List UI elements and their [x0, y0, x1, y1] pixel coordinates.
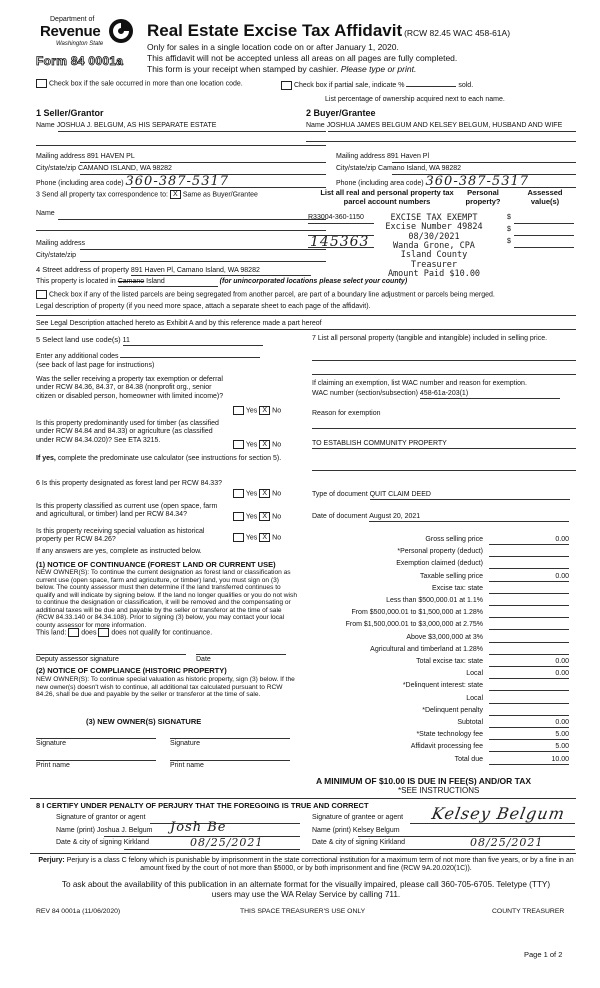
seller-name-line2: [36, 145, 326, 146]
fee-label: *Personal property (deduct): [397, 548, 483, 556]
fee-label: *Delinquent penalty: [422, 706, 483, 714]
forest-no-box[interactable]: X: [259, 489, 270, 498]
historic-no: No: [272, 534, 282, 542]
assessed-dollar-3: $: [507, 238, 511, 245]
perjury-label: Perjury:: [38, 857, 65, 864]
section3-mail-line: [80, 249, 326, 250]
buyer-mail-row: [336, 153, 429, 161]
fee-label: Local: [466, 694, 483, 702]
check-partial-sale: [281, 79, 473, 90]
wac-label: WAC number (section/subsection): [312, 390, 418, 397]
wac-row: [312, 390, 560, 399]
grantee-city[interactable]: Kirkland: [379, 839, 406, 846]
buyer-name-row: [306, 122, 576, 130]
dept-logo: [36, 14, 136, 76]
legal-line-1: [36, 315, 576, 316]
segregated-label: Check box if any of the listed parcels are being segregated from another parcel, are part of a boundary line adjustment or parcels being merged.: [48, 291, 495, 299]
fee-label: Taxable selling price: [419, 572, 483, 580]
located-island: Island: [146, 278, 165, 285]
fee-row: [320, 695, 575, 704]
fee-row: [320, 670, 575, 679]
seller-mail[interactable]: 891 HAVEN PL: [86, 153, 135, 160]
fee-value[interactable]: 0.00: [489, 658, 569, 667]
parcels-header-assessed: Assessed value(s): [527, 188, 563, 206]
fee-label: *State technology fee: [416, 731, 483, 739]
fee-value[interactable]: [489, 695, 569, 704]
parcel-2-line: [308, 235, 374, 236]
dept-line3: Washington State: [56, 41, 104, 47]
print-name-label-1: Print name: [36, 762, 70, 769]
section3-city-line: [80, 261, 326, 262]
q-exemption-no: No: [272, 407, 282, 415]
additional-codes-row: [36, 350, 260, 361]
legal-desc[interactable]: See Legal Description attached hereto as Exhibit A and by this reference made a part hereof: [36, 320, 322, 327]
assessed-line-1: [514, 223, 574, 224]
fee-label: Total due: [454, 755, 483, 763]
section6-q1-answer: [233, 489, 281, 499]
notice2-body: NEW OWNER(S): To continue special valuation as historic property, sign (3) below. If the new owner(s) doesn't wish to continue, all additional tax calculated pursuant to RCW 84.26, shall be due and payable by the seller or transferor at the time of sale.: [36, 676, 295, 699]
section3-row: [36, 190, 258, 200]
section3-name-line2: [36, 230, 326, 231]
multi-location-checkbox[interactable]: [36, 79, 47, 88]
fee-label: Exemption claimed (deduct): [396, 560, 483, 568]
reason-label: Reason for exemption: [312, 410, 381, 417]
fee-label: From $1,500,000.01 to $3,000,000 at 2.75%: [345, 621, 483, 629]
partial-sale-percent-field[interactable]: [406, 79, 456, 87]
parcel-1[interactable]: R33004-360-1150: [308, 214, 364, 221]
buyer-heading: 2 Buyer/Grantee: [306, 108, 376, 118]
page-title: [147, 21, 510, 41]
segregated-row: [36, 290, 495, 300]
if-any-yes: If any answers are yes, complete as instructed below.: [36, 548, 202, 555]
fee-label: *Delinquent interest: state: [402, 682, 483, 690]
partial-sale-checkbox[interactable]: [281, 81, 292, 90]
section6-q2: Is this property classified as current use (open space, farm and agricultural, or timber) land per RCW 84.34?: [36, 503, 218, 519]
fee-value[interactable]: 10.00: [489, 756, 569, 765]
grantee-date-label: Date & city of signing: [312, 839, 378, 846]
grantor-signature: Josh Be: [170, 820, 227, 835]
buyer-phone-label: Phone (including area code): [336, 180, 424, 187]
segregated-checkbox[interactable]: [36, 290, 47, 299]
fee-row: [320, 573, 575, 582]
notice1-title: (1) NOTICE OF CONTINUANCE (FOREST LAND OR CURRENT USE): [36, 560, 276, 569]
perjury-text: [38, 857, 574, 874]
print-line-1: [36, 760, 156, 761]
fee-label: Agricultural and timberland at 1.28%: [370, 645, 483, 653]
seller-name-label: Name: [36, 122, 55, 129]
grantor-name-row: [56, 827, 153, 835]
fee-value[interactable]: 5.00: [489, 731, 569, 740]
section7-line-1: [312, 360, 576, 361]
seller-phone-line: [131, 187, 326, 188]
current-use-no-box[interactable]: X: [259, 512, 270, 521]
fee-row: [320, 621, 575, 630]
section6-q1: 6 Is this property designated as forest land per RCW 84.33?: [36, 480, 222, 487]
fee-value[interactable]: [489, 646, 569, 655]
section3-name-line: [58, 219, 326, 220]
fee-row: [320, 597, 575, 606]
doc-type-value[interactable]: QUIT CLAIM DEED: [370, 491, 570, 500]
q-if-yes-bold: If yes,: [36, 455, 56, 462]
stamp-line5: Island County Treasurer: [400, 250, 468, 270]
fee-value[interactable]: [489, 634, 569, 643]
parcel-handwritten: 145363: [310, 234, 370, 250]
rev-number: REV 84 0001a (11/06/2020): [36, 908, 121, 915]
fee-row: [320, 743, 575, 752]
section3-label: 3 Send all property tax correspondence to:: [36, 191, 168, 199]
historic-yes-box[interactable]: [233, 533, 244, 542]
multi-location-label: Check box if the sale occurred in more than one location code.: [48, 80, 243, 88]
header-line2: This affidavit will not be accepted unless all areas on all pages are fully completed.: [147, 53, 458, 63]
seller-city[interactable]: CAMANO ISLAND, WA 98282: [78, 165, 172, 172]
fee-value[interactable]: [489, 609, 569, 618]
signature-label-2: Signature: [170, 740, 200, 747]
dept-line1: Department of: [50, 16, 95, 23]
fee-value[interactable]: 0.00: [489, 719, 569, 728]
grantor-date-label: Date & city of signing: [56, 839, 122, 846]
q-exemption-yes: Yes: [245, 407, 258, 415]
doc-date-row: [312, 513, 569, 522]
sig-line-1: [36, 738, 156, 739]
doc-type-row: [312, 491, 570, 500]
parcel-3-line: [308, 247, 374, 248]
excise-exempt-stamp: [378, 214, 490, 279]
forest-yes: Yes: [245, 490, 258, 498]
fee-value[interactable]: 0.00: [489, 670, 569, 679]
page-number: Page 1 of 2: [524, 950, 563, 959]
grantee-date[interactable]: 08/25/2021: [470, 836, 544, 849]
section7-label: 7 List all personal property (tangible and intangible) included in selling price.: [312, 335, 548, 342]
additional-codes-field[interactable]: [120, 350, 260, 358]
section8-top-rule: [30, 798, 576, 799]
fee-label: Subtotal: [457, 719, 483, 726]
section6-q2-answer: [233, 512, 281, 522]
signature-label-1: Signature: [36, 740, 66, 747]
fee-row: [320, 707, 575, 716]
title-ref: (RCW 82.45 WAC 458-61A): [404, 28, 511, 38]
stamp-line6: Amount Paid $10.00: [387, 269, 481, 280]
buyer-name-line: [328, 131, 576, 132]
fee-value[interactable]: [489, 682, 569, 691]
grantor-date-line: [124, 849, 300, 850]
reason-line-3: [312, 470, 576, 471]
section5-label: 5 Select land use code(s): [36, 335, 121, 344]
additional-codes-label: Enter any additional codes: [36, 353, 119, 360]
stamp-line1: EXCISE TAX EXEMPT: [390, 213, 478, 223]
this-land-row: [36, 628, 212, 638]
fee-value[interactable]: [489, 548, 569, 557]
stamp-line4: Wanda Grone, CPA: [393, 241, 475, 252]
seller-mail-label: Mailing address: [36, 153, 86, 160]
fee-label: Excise tax: state: [432, 584, 483, 592]
fee-label: Affidavit processing fee: [410, 743, 483, 751]
fee-value[interactable]: [489, 707, 569, 716]
land-use-code[interactable]: 11: [123, 337, 263, 346]
grantor-date[interactable]: 08/25/2021: [190, 836, 264, 849]
header-line3-b: Please type or print.: [340, 64, 417, 74]
grantee-name[interactable]: Kelsey Belgum: [352, 827, 400, 834]
doc-date-value[interactable]: August 20, 2021: [369, 513, 569, 522]
reason-line-1: [312, 428, 576, 429]
perjury-body: Perjury is a class C felony which is punishable by imprisonment in the state correctional institution for a maximum term of not more than five years, or by a fine in an amount fixed by the court of not more than $5000, or by both imprisonment and fine (RCW 9A.20.020(1C)).: [66, 857, 574, 873]
fee-value[interactable]: [489, 621, 569, 630]
seller-name-row: [36, 122, 216, 130]
does-not-label: does not qualify for continuance.: [111, 629, 213, 637]
treasurer-use-only: THIS SPACE TREASURER'S USE ONLY: [240, 908, 366, 915]
grantee-sig-label: Signature of grantee or agent: [312, 814, 404, 821]
form-number: Form 84 0001a: [36, 54, 124, 68]
section3-city-label: City/state/zip: [36, 252, 77, 259]
q-timber: Is this property predominantly used for timber (as classified under RCW 84.84 and 84.33) or agriculture (as classified under RCW 84.34.020)? See ETA 3215.: [36, 420, 219, 444]
reason-value[interactable]: TO ESTABLISH COMMUNITY PROPERTY: [312, 440, 447, 447]
does-not-checkbox[interactable]: [98, 628, 109, 637]
reason-line-2: [312, 448, 576, 449]
q-timber-yes: Yes: [245, 441, 258, 449]
section6-q3: Is this property receiving special valuation as historical property per RCW 84.26?: [36, 528, 205, 544]
seller-mail-row: [36, 153, 135, 161]
grantor-city[interactable]: Kirkland: [123, 839, 150, 846]
fee-row: [320, 731, 575, 740]
fee-row: [320, 585, 575, 594]
property-address[interactable]: 891 Haven Pl, Camano Island, WA 98282: [131, 267, 311, 276]
fee-label: From $500,000.01 to $1,500,000 at 1.28%: [351, 609, 483, 617]
fee-label: Less than $500,000.01 at 1.1%: [386, 597, 483, 604]
minimum-due-line1: A MINIMUM OF $10.00 IS DUE IN FEE(S) AND/OR TAX: [316, 776, 532, 786]
dept-line2: Revenue: [40, 23, 101, 40]
fee-value[interactable]: 0.00: [489, 536, 569, 545]
legal-line-2: [36, 329, 576, 330]
fee-row: [320, 560, 575, 569]
grantee-signature: Kelsey Belgum: [430, 804, 567, 823]
assessed-dollar-1: $: [507, 214, 511, 221]
this-land-label: This land:: [36, 629, 67, 637]
grantee-name-label: Name (print): [312, 827, 351, 834]
section5-row: [36, 335, 263, 346]
same-as-buyer-checkbox[interactable]: X: [170, 190, 181, 199]
print-line-2: [170, 760, 290, 761]
alt-format-note: To ask about the availability of this publication in an alternate format for the visually impaired, please call 360-705-6705. Teletype (TTY) users may use the WA Relay Service by calling 711.: [61, 880, 551, 899]
fee-row: [320, 609, 575, 618]
exemption-label: If claiming an exemption, list WAC number and reason for exemption.: [312, 380, 527, 387]
seller-name-line: [58, 131, 326, 132]
seller-city-row: [36, 165, 172, 173]
q-exemption-yes-box[interactable]: [233, 406, 244, 415]
grantee-date-row: [312, 839, 405, 847]
q-exemption-answer: [233, 406, 281, 416]
fee-value[interactable]: [489, 597, 569, 606]
fee-value[interactable]: [489, 585, 569, 594]
q-if-yes: [36, 455, 286, 463]
header-line3: [147, 64, 416, 74]
buyer-city-row: [336, 165, 461, 173]
fee-value[interactable]: 5.00: [489, 743, 569, 752]
does-label: does: [81, 629, 97, 637]
notice1-body: NEW OWNER(S): To continue the current designation as forest land or classification as current use (open space, farm and agriculture, or timber) land, you must sign on (3) below. The county assessor must then determine if the land transferred continues to qualify and will indicate by signing below. If the land no longer qualifies or you do not wish to continue the designation or classification, it will be removed and the compensating or additional taxes will be due and payable by the seller or transferor at the time of sale (RCW 84.33.140 or 84.34.108). Prior to signing (3) below, you may contact your local county assessor for more information.: [36, 569, 297, 630]
q-timber-yes-box[interactable]: [233, 440, 244, 449]
doc-type-label: Type of document: [312, 491, 368, 498]
located-label: This property is located in: [36, 278, 116, 285]
current-use-no: No: [272, 513, 282, 521]
fee-row: [320, 646, 575, 655]
q-exemption: Was the seller receiving a property tax exemption or deferral under RCW 84.36, 84.37, or 84.38 (nonprofit org., senior citizen or disabled person, homeowner with limited income)?: [36, 376, 224, 400]
section3-name-label: Name: [36, 210, 55, 217]
header-line1: Only for sales in a single location code on or after January 1, 2020.: [147, 42, 399, 52]
buyer-city-label: City/state/zip: [336, 165, 377, 172]
buyer-mail[interactable]: 891 Haven Pl: [386, 153, 430, 160]
q-exemption-no-box[interactable]: X: [259, 406, 270, 415]
grantor-sig-label: Signature of grantor or agent: [56, 814, 146, 821]
seller-phone-label: Phone (including area code): [36, 180, 124, 187]
fee-label: Gross selling price: [425, 536, 483, 543]
parcel-1-line: [308, 223, 374, 224]
print-name-label-2: Print name: [170, 762, 204, 769]
buyer-name-label: Name: [306, 122, 325, 129]
current-use-yes-box[interactable]: [233, 512, 244, 521]
partial-sale-label-a: Check box if partial sale, indicate %: [293, 82, 405, 89]
historic-no-box[interactable]: X: [259, 533, 270, 542]
grantee-name-row: [312, 827, 400, 835]
section8-heading: 8 I CERTIFY UNDER PENALTY OF PERJURY THAT THE FOREGOING IS TRUE AND CORRECT: [36, 801, 369, 810]
buyer-phone[interactable]: 360-387-5317: [425, 174, 530, 189]
fee-label: Total excise tax: state: [416, 658, 483, 665]
buyer-city[interactable]: Camano Island, WA 98282: [378, 165, 462, 172]
see-back-note: (see back of last page for instructions): [36, 362, 155, 369]
buyer-name[interactable]: JOSHUA JAMES BELGUM AND KELSEY BELGUM, HUSBAND AND WIFE: [326, 122, 563, 129]
buyer-mail-line: [392, 162, 576, 163]
doc-date-label: Date of document: [312, 513, 368, 520]
parcels-header-personal: Personal property?: [465, 188, 501, 206]
located-value[interactable]: [118, 278, 218, 287]
title-main: Real Estate Excise Tax Affidavit: [147, 21, 403, 40]
county-treasurer: COUNTY TREASURER: [492, 908, 565, 915]
fee-row: [320, 719, 575, 728]
seller-city-label: City/state/zip: [36, 165, 77, 172]
deputy-line: [36, 654, 186, 655]
buyer-name-line2: [306, 141, 576, 142]
grantor-date-row: [56, 839, 149, 847]
grantor-name[interactable]: Joshua J. Belgum: [96, 827, 153, 834]
fee-row: [320, 756, 575, 765]
fee-row: [320, 634, 575, 643]
q-timber-answer: [233, 440, 281, 450]
section3-mail-label: Mailing address: [36, 240, 86, 247]
parcels-header-list: List all real and personal property tax parcel account numbers: [320, 188, 454, 206]
legal-desc-label: Legal description of property (if you need more space, attach a separate sheet to each page of the affidavit).: [36, 303, 371, 310]
new-owner-signature-heading: (3) NEW OWNER(S) SIGNATURE: [86, 717, 202, 726]
fee-row: [320, 536, 575, 545]
section6-q3-answer: [233, 533, 281, 543]
assessed-line-2: [514, 235, 574, 236]
same-as-buyer-label: Same as Buyer/Grantee: [182, 191, 258, 199]
deputy-label: Deputy assessor signature: [36, 656, 119, 663]
stamp-line2: Excise Number 49824: [385, 222, 483, 233]
section7-line-2: [312, 374, 576, 375]
forest-no: No: [272, 490, 282, 498]
wac-value[interactable]: 458-61a-203(1): [420, 390, 560, 399]
perjury-top-rule: [30, 853, 576, 854]
seller-heading: 1 Seller/Grantor: [36, 108, 104, 118]
q-timber-no: No: [272, 441, 282, 449]
located-note: (for unincorporated locations please select your county): [219, 278, 408, 285]
fee-label: Above $3,000,000 at 3%: [406, 633, 483, 641]
fee-value[interactable]: [489, 560, 569, 569]
buyer-mail-label: Mailing address: [336, 153, 386, 160]
notice2-title: (2) NOTICE OF COMPLIANCE (HISTORIC PROPERTY): [36, 666, 227, 675]
fee-row: [320, 658, 575, 667]
section4-address-row: [36, 265, 311, 276]
grantor-name-label: Name (print): [56, 827, 95, 834]
fee-value[interactable]: 0.00: [489, 573, 569, 582]
fee-row: [320, 682, 575, 691]
fee-label: Local: [466, 670, 483, 678]
stamp-line3: 08/30/2021: [408, 231, 460, 242]
partial-sale-label-b: sold.: [458, 82, 474, 89]
deputy-date-line: [196, 654, 286, 655]
section4-label: 4 Street address of property: [36, 265, 129, 274]
current-use-yes: Yes: [245, 513, 258, 521]
located-strike: Camano: [117, 278, 145, 285]
q-if-yes-rest: complete the predominate use calculator (see instructions for section 5).: [57, 455, 282, 462]
forest-yes-box[interactable]: [233, 489, 244, 498]
grantee-date-line: [380, 849, 575, 850]
historic-yes: Yes: [245, 534, 258, 542]
check-multi-location: [36, 79, 243, 89]
seller-name[interactable]: JOSHUA J. BELGUM, AS HIS SEPARATE ESTATE: [56, 122, 217, 129]
seller-mail-line: [80, 162, 326, 163]
header-line3-a: This form is your receipt when stamped by cashier.: [147, 64, 339, 74]
list-percentage-note: List percentage of ownership acquired next to each name.: [325, 96, 505, 103]
assessed-dollar-2: $: [507, 226, 511, 233]
revenue-logo-icon: [108, 18, 134, 44]
minimum-due-line2: *SEE INSTRUCTIONS: [398, 786, 480, 795]
assessed-line-3: [514, 247, 574, 248]
deputy-date-label: Date: [196, 656, 211, 663]
q-timber-no-box[interactable]: X: [259, 440, 270, 449]
sig-line-2: [170, 738, 290, 739]
fee-row: [320, 548, 575, 557]
does-checkbox[interactable]: [68, 628, 79, 637]
located-row: [36, 278, 407, 287]
seller-phone[interactable]: 360-387-5317: [125, 174, 230, 189]
